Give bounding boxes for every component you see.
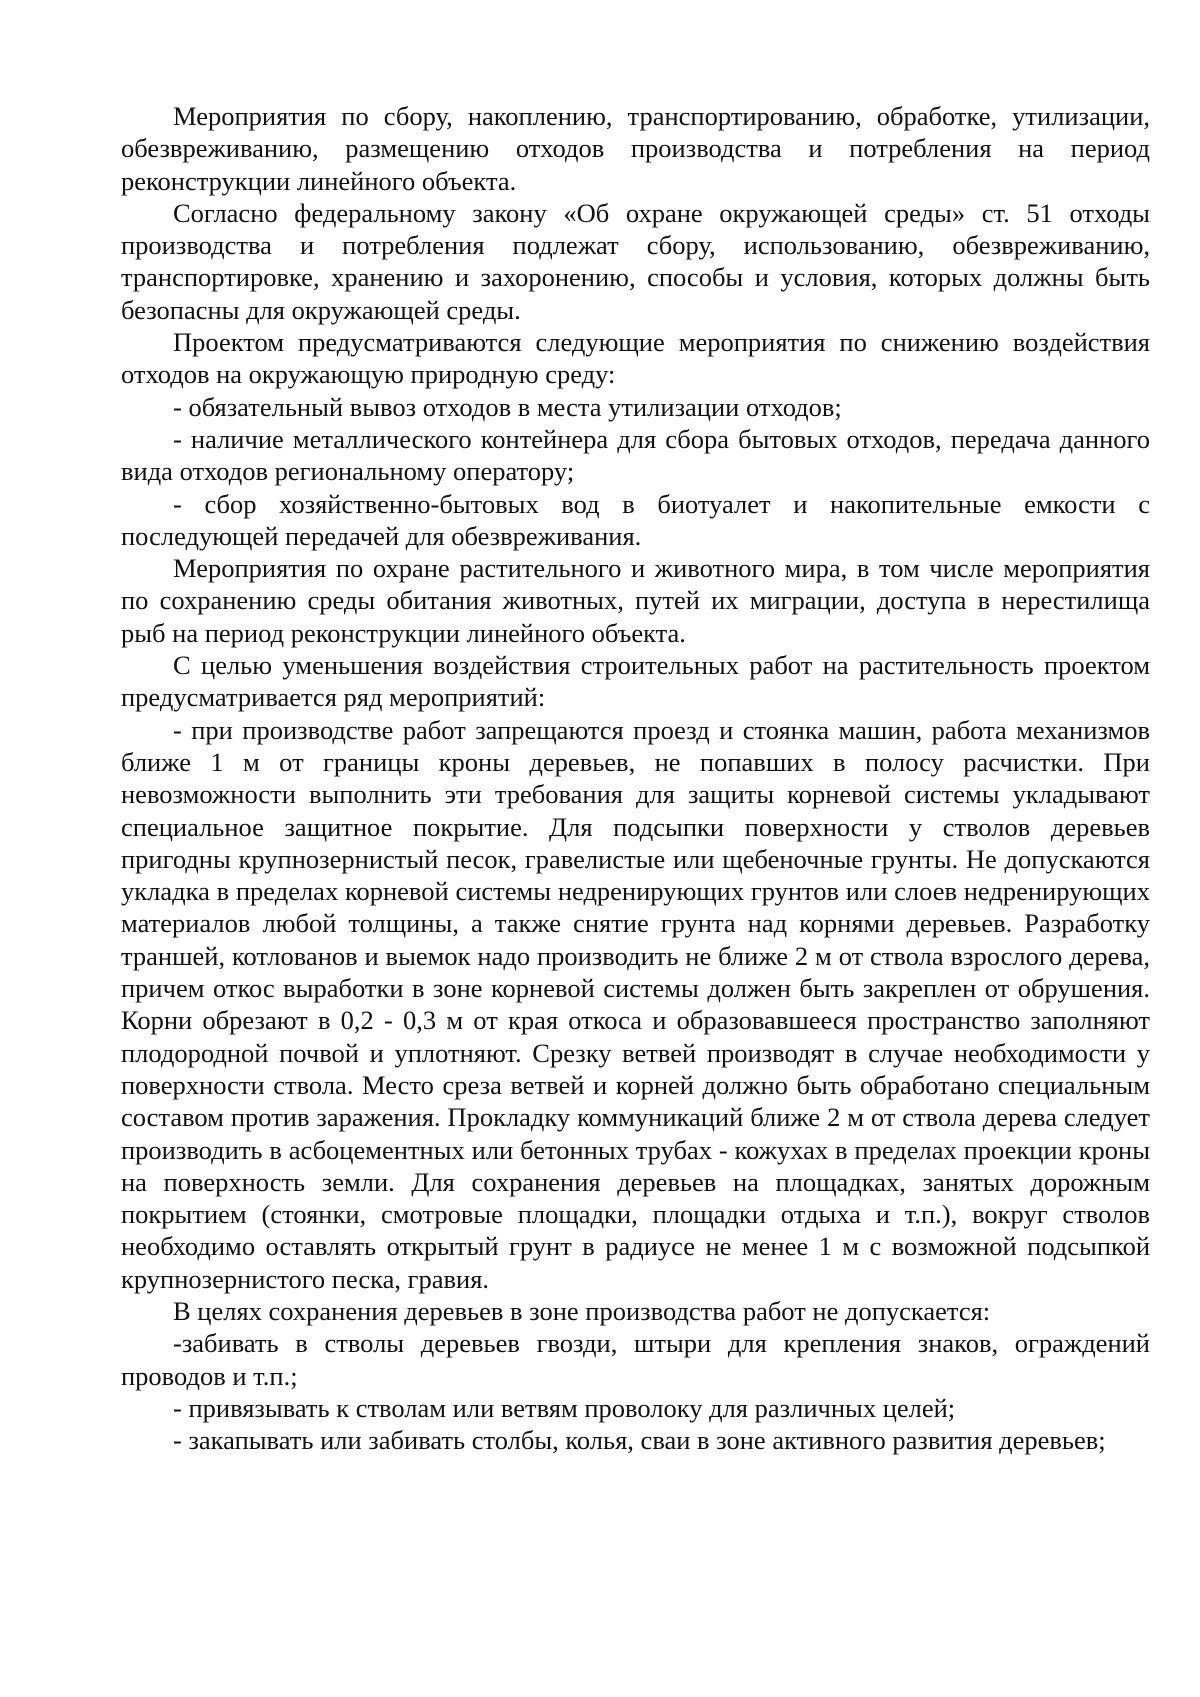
document-page [121,100,1150,1456]
paragraph: Согласно федеральному закону «Об охране окружающей среды» ст. 51 отходы производства и потребления подлежат сбору, использованию, обезвреживанию, транспортировке, хранению и захоронению, способы и условия, которых должны быть безопасны для окружающей среды. [121,197,1150,325]
list-item: -забивать в стволы деревьев гвозди, штыри для крепления знаков, ограждений проводов и т.п.; [121,1328,1150,1391]
paragraph: Мероприятия по сбору, накоплению, транспортированию, обработке, утилизации, обезвреживанию, размещению отходов производства и потребления на период реконструкции линейного объекта. [121,101,1150,196]
list-item: - наличие металлического контейнера для сбора бытовых отходов, передача данного вида отходов региональному оператору; [121,423,1150,487]
list-item: - привязывать к стволам или ветвям проволоку для различных целей; [173,1392,956,1423]
paragraph: Проектом предусматриваются следующие мероприятия по снижению воздействия отходов на окружающую природную среду: [121,327,1150,390]
list-item: - закапывать или забивать столбы, колья, сваи в зоне активного развития деревьев; [173,1425,1106,1456]
paragraph: В целях сохранения деревьев в зоне производства работ не допускается: [173,1295,991,1326]
paragraph: С целью уменьшения воздействия строительных работ на растительность проектом предусматривается ряд мероприятий: [121,650,1150,713]
paragraph: Мероприятия по охране растительного и животного мира, в том числе мероприятия по сохранению среды обитания животных, путей их миграции, доступа в нерестилища рыб на период реконструкции линейного объекта. [121,553,1150,648]
list-item: - сбор хозяйственно-бытовых вод в биотуалет и накопительные емкости с последующей передачей для обезвреживания. [121,488,1150,551]
list-item: - при производстве работ запрещаются проезд и стоянка машин, работа механизмов ближе 1 м от границы кроны деревьев, не попавших в полосу расчистки. При невозможности выполнить эти требования для защиты корневой системы укладывают специальное защитное покрытие. Для подсыпки поверхности у стволов деревьев пригодны крупнозернистый песок, гравелистые или щебеночные грунты. Не допускаются укладка в пределах корневой системы недренирующих грунтов или слоев недренирующих материалов любой толщины, а также снятие грунта над корнями деревьев. Разработку траншей, котлованов и выемок надо производить не ближе 2 м от ствола взрослого дерева, причем откос выработки в зоне корневой системы должен быть закреплен от обрушения. Корни обрезают в 0,2 - 0,3 м от края откоса и образовавшееся пространство заполняют плодородной почвой и уплотняют. Срезку ветвей производят в случае необходимости у поверхности ствола. Место среза ветвей и корней должно быть обработано специальным составом против заражения. Прокладку коммуникаций ближе 2 м от ствола дерева следует производить в асбоцементных или бетонных трубах - кожухах в пределах проекции кроны на поверхность земли. Для сохранения деревьев на площадках, занятых дорожным покрытием (стоянки, смотровые площадки, площадки отдыха и т.п.), вокруг стволов необходимо оставлять открытый грунт в радиусе не менее 1 м с возможной подсыпкой крупнозернистого песка, гравия. [121,714,1150,1294]
list-item: - обязательный вывоз отходов в места утилизации отходов; [173,391,842,422]
